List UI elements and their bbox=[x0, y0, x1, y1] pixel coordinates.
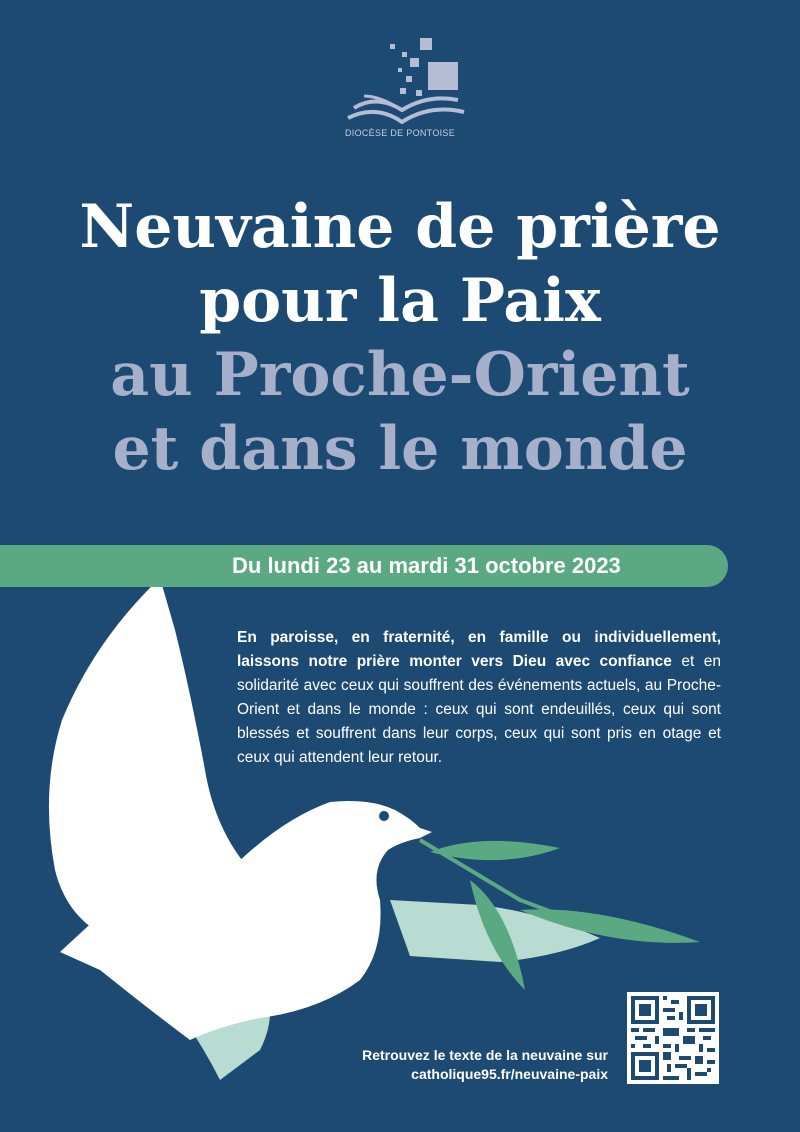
title-line-1: Neuvaine de prière bbox=[79, 192, 721, 262]
date-band bbox=[0, 545, 728, 587]
footer-text bbox=[340, 1046, 608, 1084]
logo-label: DIOCÈSE DE PONTOISE bbox=[344, 128, 456, 138]
qr-code-icon bbox=[631, 996, 715, 1080]
title-line-3: au Proche-Orient bbox=[110, 340, 690, 410]
title-line-4: et dans le monde bbox=[112, 414, 688, 484]
diocese-logo bbox=[340, 36, 470, 146]
qr-code[interactable] bbox=[627, 992, 719, 1084]
dove-eye bbox=[379, 811, 389, 821]
book-logo-icon bbox=[340, 36, 470, 131]
title-line-2: pour la Paix bbox=[199, 266, 601, 336]
footer-url[interactable]: catholique95.fr/neuvaine-paix bbox=[411, 1066, 608, 1082]
body-normal-text: et en solidarité avec ceux qui souffrent des événements actuels, au Proche-Orient et dans le monde : ceux qui sont endeuillés, ceux qui sont blessés et souffrent dans leur corps, ceux qui sont pris en otage et ceux qui attendent leur retour. bbox=[237, 653, 722, 766]
footer-intro: Retrouvez le texte de la neuvaine sur bbox=[362, 1047, 608, 1063]
poster-title bbox=[0, 190, 800, 486]
body-paragraph bbox=[237, 626, 721, 770]
date-text: Du lundi 23 au mardi 31 octobre 2023 bbox=[232, 553, 621, 578]
body-bold-text: En paroisse, en fraternité, en famille ou individuellement, laissons notre prière monter vers Dieu avec confiance bbox=[237, 629, 721, 670]
